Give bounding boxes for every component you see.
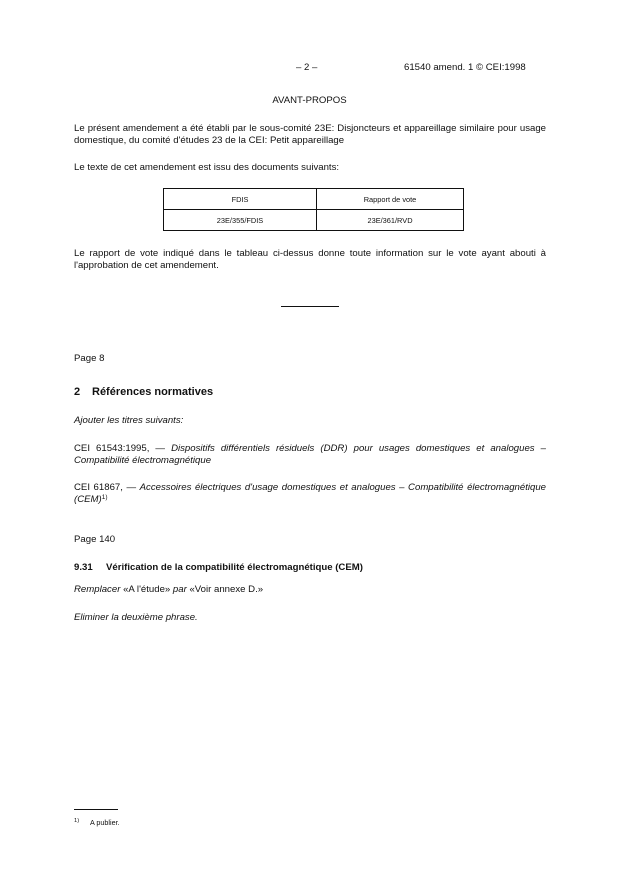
table-cell-rvd: 23E/361/RVD <box>317 210 464 231</box>
footnote-separator <box>74 809 118 810</box>
table-cell-fdis: 23E/355/FDIS <box>164 210 317 231</box>
page-number: – 2 – <box>296 62 318 73</box>
reference-2-title: Accessoires électriques d'usage domestiques et analogues – Compatibilité électromagnétique (CEM) <box>74 482 547 505</box>
page-8-label: Page 8 <box>74 353 105 364</box>
add-titles-instruction: Ajouter les titres suivants: <box>74 415 184 426</box>
delete-sentence-instruction: Eliminer la deuxième phrase. <box>74 612 198 623</box>
replace-old-text: «A l'étude» <box>123 584 171 595</box>
foreword-paragraph-1: Le présent amendement a été établi par le sous-comité 23E: Disjoncteurs et appareillage similaire pour usage domestique, du comité d'études 23 de la CEI: Petit appareillage <box>74 123 546 146</box>
section-9-31-heading <box>74 562 363 573</box>
table-header-fdis: FDIS <box>164 189 317 210</box>
foreword-paragraph-2: Le texte de cet amendement est issu des documents suivants: <box>74 162 340 173</box>
foreword-title: AVANT-PROPOS <box>272 95 347 106</box>
footnote-reference: 1) <box>101 494 108 501</box>
section-divider <box>281 306 339 307</box>
replace-by-word: par <box>172 584 187 595</box>
table-header-vote-report: Rapport de vote <box>317 189 464 210</box>
section-2-heading <box>74 386 213 398</box>
section-2-title: Références normatives <box>92 386 214 398</box>
page-140-label: Page 140 <box>74 534 116 545</box>
footnote: 1) A publier. <box>74 818 120 827</box>
reference-2-code: CEI 61867, — <box>74 482 137 493</box>
replace-instruction <box>74 584 263 596</box>
replace-new-text: «Voir annexe D.» <box>189 584 264 595</box>
reference-iec-61867 <box>74 482 546 506</box>
footnote-text: A publier. <box>90 818 120 827</box>
replace-word: Remplacer <box>74 584 121 595</box>
reference-1-title: Dispositifs différentiels résiduels (DDR) pour usages domestiques et analogues – Compatibilité électromagnétique <box>74 443 546 466</box>
table-row <box>164 210 464 231</box>
voting-documents-table <box>163 188 464 231</box>
reference-iec-61543 <box>74 443 546 467</box>
section-2-number: 2 <box>74 386 81 398</box>
section-9-31-title: Vérification de la compatibilité électromagnétique (CEM) <box>106 562 363 573</box>
document-reference: 61540 amend. 1 © CEI:1998 <box>404 62 526 73</box>
section-9-31-number: 9.31 <box>74 562 93 573</box>
foreword-paragraph-3: Le rapport de vote indiqué dans le tableau ci-dessus donne toute information sur le vote ayant abouti à l'approbation de cet amendement. <box>74 248 546 271</box>
reference-1-code: CEI 61543:1995, — <box>74 443 166 454</box>
table-header-row <box>164 189 464 210</box>
